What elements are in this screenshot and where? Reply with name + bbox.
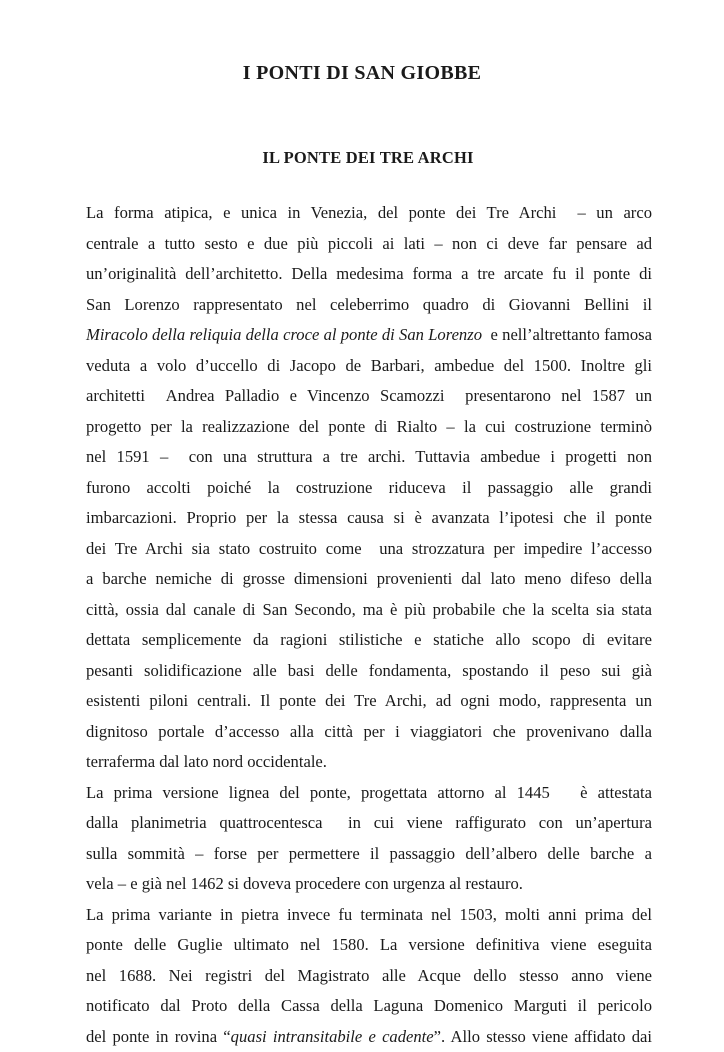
text-line: un’originalità dell’architetto. Della medesima forma a tre arcate fu il ponte di: [86, 259, 652, 290]
text-line: La prima variante in pietra invece fu terminata nel 1503, molti anni prima del: [86, 900, 652, 931]
text-line: dalla planimetria quattrocentesca in cui viene raffigurato con un’apertura: [86, 808, 652, 839]
text-run: del ponte in rovina “: [86, 1027, 231, 1046]
text-line: progetto per la realizzazione del ponte di Rialto – la cui costruzione terminò: [86, 412, 652, 443]
text-line: pesanti solidificazione alle basi delle fondamenta, spostando il peso sui già: [86, 656, 652, 687]
text-line: imbarcazioni. Proprio per la stessa causa si è avanzata l’ipotesi che il ponte: [86, 503, 652, 534]
text-line: centrale a tutto sesto e due più piccoli ai lati – non ci deve far pensare ad: [86, 229, 652, 260]
section-heading: IL PONTE DEI TRE ARCHI: [0, 148, 724, 168]
text-line: ponte delle Guglie ultimato nel 1580. La versione definitiva viene eseguita: [86, 930, 652, 961]
page-title: I PONTI DI SAN GIOBBE: [0, 62, 724, 85]
text-line: dei Tre Archi sia stato costruito come una strozzatura per impedire l’accesso: [86, 534, 652, 565]
italic-title: quasi intransitabile e cadente: [231, 1027, 434, 1046]
text-line: esistenti piloni centrali. Il ponte dei Tre Archi, ad ogni modo, rappresenta un: [86, 686, 652, 717]
text-line: notificato dal Proto della Cassa della Laguna Domenico Marguti il pericolo: [86, 991, 652, 1022]
text-line: città, ossia dal canale di San Secondo, ma è più probabile che la scelta sia stata: [86, 595, 652, 626]
text-line: furono accolti poiché la costruzione riduceva il passaggio alle grandi: [86, 473, 652, 504]
text-line: San Lorenzo rappresentato nel celeberrimo quadro di Giovanni Bellini il: [86, 290, 652, 321]
text-line: nel 1591 – con una struttura a tre archi. Tuttavia ambedue i progetti non: [86, 442, 652, 473]
text-line: [86, 1022, 652, 1052]
italic-title: Miracolo della reliquia della croce al ponte di San Lorenzo: [86, 325, 482, 344]
text-line: architetti Andrea Palladio e Vincenzo Scamozzi presentarono nel 1587 un: [86, 381, 652, 412]
text-line: veduta a volo d’uccello di Jacopo de Barbari, ambedue del 1500. Inoltre gli: [86, 351, 652, 382]
text-run: vela – e già nel 1462 si doveva procedere con urgenza al restauro.: [86, 874, 523, 893]
text-line: nel 1688. Nei registri del Magistrato alle Acque dello stesso anno viene: [86, 961, 652, 992]
text-line: [86, 320, 652, 351]
text-line: La forma atipica, e unica in Venezia, del ponte dei Tre Archi – un arco: [86, 198, 652, 229]
text-line: [86, 747, 652, 778]
text-run: e nell’altrettanto famosa: [482, 325, 652, 344]
text-run: terraferma dal lato nord occidentale.: [86, 752, 327, 771]
text-line: La prima versione lignea del ponte, progettata attorno al 1445 è attestata: [86, 778, 652, 809]
text-line: a barche nemiche di grosse dimensioni provenienti dal lato meno difeso della: [86, 564, 652, 595]
text-run: ”. Allo stesso viene affidato dai: [434, 1027, 652, 1046]
text-line: sulla sommità – forse per permettere il passaggio dell’albero delle barche a: [86, 839, 652, 870]
text-line: [86, 869, 652, 900]
text-line: dettata semplicemente da ragioni stilistiche e statiche allo scopo di evitare: [86, 625, 652, 656]
body-text: [86, 198, 652, 1052]
text-line: dignitoso portale d’accesso alla città per i viaggiatori che provenivano dalla: [86, 717, 652, 748]
